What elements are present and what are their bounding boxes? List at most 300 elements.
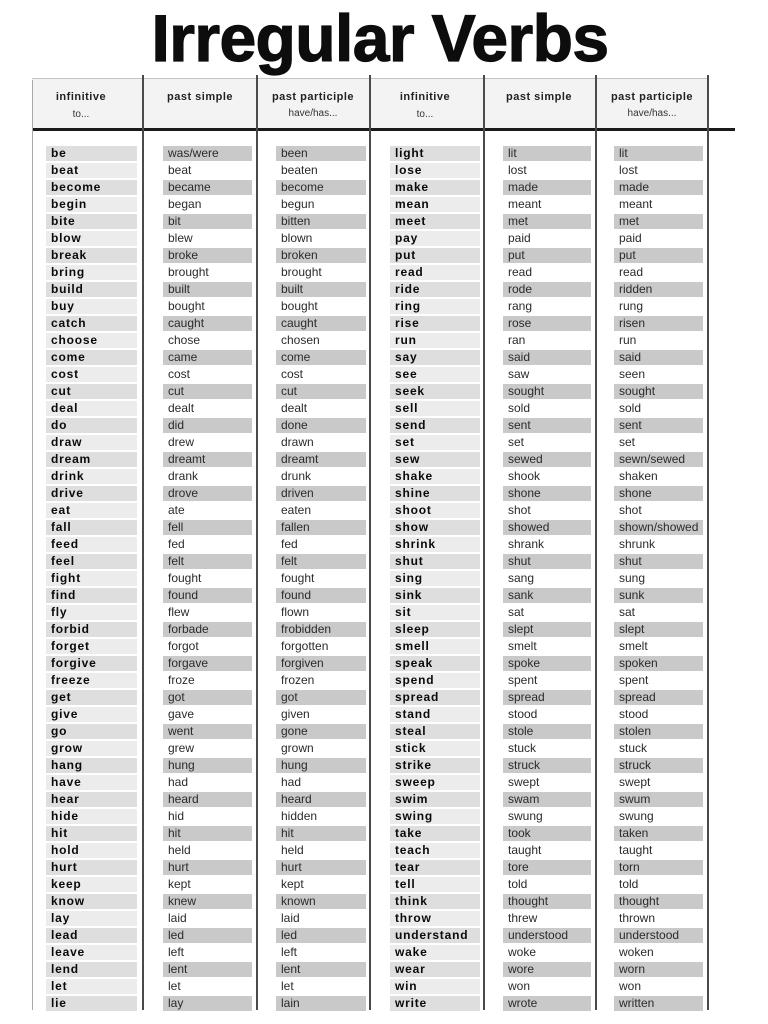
verb-row	[390, 928, 703, 943]
verb-row	[46, 741, 366, 756]
past-participle-cell: sat	[619, 605, 636, 619]
header-label: past simple	[166, 91, 234, 103]
infinitive-cell: grow	[46, 741, 137, 756]
past-participle-cell: bitten	[276, 214, 366, 229]
past-simple-cell: let	[168, 979, 181, 993]
header-past-participle-left	[258, 90, 368, 126]
verb-row	[390, 537, 703, 552]
past-simple-cell: flew	[168, 605, 190, 619]
verb-row	[390, 962, 703, 977]
verb-row	[46, 826, 366, 841]
infinitive-cell: bring	[46, 265, 137, 280]
verb-row	[46, 877, 366, 892]
infinitive-cell: rise	[390, 316, 480, 331]
infinitive-cell: think	[390, 894, 480, 909]
header-sublabel: have/has...	[627, 108, 677, 119]
verb-row	[46, 911, 366, 926]
infinitive-cell: eat	[46, 503, 137, 518]
past-simple-cell: lay	[163, 996, 252, 1011]
past-simple-cell: bit	[163, 214, 252, 229]
verb-row	[46, 299, 366, 314]
infinitive-cell: light	[390, 146, 480, 161]
infinitive-cell: let	[46, 979, 137, 994]
verb-row	[46, 367, 366, 382]
past-simple-cell: told	[508, 877, 528, 891]
past-simple-cell: cut	[163, 384, 252, 399]
infinitive-cell: begin	[46, 197, 137, 212]
infinitive-cell: hit	[46, 826, 137, 841]
past-participle-cell: sunk	[614, 588, 703, 603]
infinitive-cell: spread	[390, 690, 480, 705]
verb-row	[390, 877, 703, 892]
past-simple-cell: grew	[168, 741, 195, 755]
past-simple-cell: sang	[508, 571, 535, 585]
past-participle-cell: fought	[281, 571, 315, 585]
past-participle-cell: caught	[276, 316, 366, 331]
past-simple-cell: dreamt	[163, 452, 252, 467]
past-simple-cell: forbade	[163, 622, 252, 637]
verb-row	[46, 945, 366, 960]
verb-row	[390, 299, 703, 314]
past-participle-cell: dreamt	[276, 452, 366, 467]
verb-row	[390, 724, 703, 739]
verb-row	[390, 350, 703, 365]
past-simple-cell: woke	[508, 945, 537, 959]
past-simple-cell: took	[503, 826, 591, 841]
past-participle-cell: dealt	[281, 401, 308, 415]
past-participle-cell: laid	[281, 911, 300, 925]
verb-row	[46, 469, 366, 484]
past-participle-cell: begun	[281, 197, 315, 211]
past-participle-cell: shown/showed	[614, 520, 703, 535]
past-simple-cell: swam	[503, 792, 591, 807]
past-participle-cell: sought	[614, 384, 703, 399]
verb-row	[46, 775, 366, 790]
past-participle-cell: lain	[276, 996, 366, 1011]
past-simple-cell: drank	[168, 469, 199, 483]
past-simple-cell: stood	[508, 707, 538, 721]
past-participle-cell: got	[276, 690, 366, 705]
infinitive-cell: teach	[390, 843, 480, 858]
infinitive-cell: dream	[46, 452, 137, 467]
past-simple-cell: left	[168, 945, 185, 959]
past-simple-cell: became	[163, 180, 252, 195]
verb-row	[46, 996, 366, 1011]
past-participle-cell: heard	[276, 792, 366, 807]
verb-row	[390, 384, 703, 399]
past-participle-cell: taken	[614, 826, 703, 841]
infinitive-cell: forgive	[46, 656, 137, 671]
verb-row	[390, 469, 703, 484]
infinitive-cell: forget	[46, 639, 137, 654]
header-infinitive-left	[26, 90, 136, 126]
verb-row	[46, 401, 366, 416]
past-participle-cell: shaken	[619, 469, 658, 483]
past-participle-cell: blown	[281, 231, 313, 245]
verb-row	[46, 503, 366, 518]
past-participle-cell: struck	[614, 758, 703, 773]
infinitive-cell: get	[46, 690, 137, 705]
verb-row	[390, 741, 703, 756]
infinitive-cell: wear	[390, 962, 480, 977]
past-simple-cell: lent	[163, 962, 252, 977]
verb-row	[390, 656, 703, 671]
past-simple-cell: read	[508, 265, 533, 279]
past-simple-cell: gave	[168, 707, 195, 721]
past-participle-cell: stood	[619, 707, 649, 721]
past-participle-cell: torn	[614, 860, 703, 875]
past-participle-cell: seen	[619, 367, 646, 381]
past-simple-cell: cost	[168, 367, 191, 381]
past-simple-cell: shook	[508, 469, 541, 483]
infinitive-cell: sew	[390, 452, 480, 467]
verb-row	[46, 809, 366, 824]
header-infinitive-right	[370, 90, 480, 126]
infinitive-cell: cost	[46, 367, 137, 382]
infinitive-cell: tear	[390, 860, 480, 875]
past-participle-cell: sold	[619, 401, 642, 415]
infinitive-cell: win	[390, 979, 480, 994]
past-simple-cell: taught	[508, 843, 542, 857]
past-simple-cell: beat	[168, 163, 192, 177]
infinitive-cell: sell	[390, 401, 480, 416]
past-simple-cell: shrank	[508, 537, 545, 551]
infinitive-cell: bite	[46, 214, 137, 229]
past-participle-cell: forgotten	[281, 639, 329, 653]
past-simple-cell: fought	[168, 571, 202, 585]
header-past-participle-right	[597, 90, 707, 126]
verb-row	[390, 452, 703, 467]
infinitive-cell: speak	[390, 656, 480, 671]
infinitive-cell: do	[46, 418, 137, 433]
verb-row	[46, 622, 366, 637]
verb-row	[390, 605, 703, 620]
infinitive-cell: make	[390, 180, 480, 195]
infinitive-cell: cut	[46, 384, 137, 399]
infinitive-cell: fly	[46, 605, 137, 620]
infinitive-cell: write	[390, 996, 480, 1011]
past-simple-cell: did	[163, 418, 252, 433]
past-participle-cell: flown	[281, 605, 310, 619]
header-label: infinitive	[55, 91, 107, 103]
infinitive-cell: hear	[46, 792, 137, 807]
verb-row	[46, 707, 366, 722]
past-participle-cell: found	[276, 588, 366, 603]
past-simple-cell: won	[508, 979, 531, 993]
past-simple-cell: said	[503, 350, 591, 365]
past-participle-cell: been	[276, 146, 366, 161]
infinitive-cell: lie	[46, 996, 137, 1011]
verb-row	[46, 758, 366, 773]
past-simple-cell: sank	[503, 588, 591, 603]
past-participle-cell: kept	[281, 877, 304, 891]
past-participle-cell: sent	[614, 418, 703, 433]
infinitive-cell: sink	[390, 588, 480, 603]
infinitive-cell: set	[390, 435, 480, 450]
past-participle-cell: held	[281, 843, 304, 857]
past-participle-cell: fed	[281, 537, 298, 551]
past-participle-cell: felt	[276, 554, 366, 569]
verb-row	[390, 911, 703, 926]
past-simple-cell: rose	[503, 316, 591, 331]
verb-row	[390, 639, 703, 654]
infinitive-cell: mean	[390, 197, 480, 212]
past-participle-cell: risen	[614, 316, 703, 331]
past-simple-cell: put	[503, 248, 591, 263]
past-simple-cell: sat	[508, 605, 525, 619]
infinitive-cell: have	[46, 775, 137, 790]
past-participle-cell: driven	[276, 486, 366, 501]
verb-row	[390, 265, 703, 280]
past-participle-cell: had	[281, 775, 302, 789]
infinitive-cell: beat	[46, 163, 137, 178]
infinitive-cell: freeze	[46, 673, 137, 688]
past-participle-cell: shot	[619, 503, 642, 517]
past-simple-cell: lit	[503, 146, 591, 161]
past-simple-cell: kept	[168, 877, 191, 891]
infinitive-cell: swing	[390, 809, 480, 824]
verb-row	[46, 894, 366, 909]
past-participle-cell: brought	[281, 265, 322, 279]
past-simple-cell: laid	[168, 911, 187, 925]
verb-row	[390, 588, 703, 603]
past-simple-cell: sewed	[503, 452, 591, 467]
past-simple-cell: shone	[503, 486, 591, 501]
past-simple-cell: began	[168, 197, 202, 211]
verb-row	[46, 962, 366, 977]
past-participle-cell: spread	[614, 690, 703, 705]
past-participle-cell: shrunk	[619, 537, 656, 551]
infinitive-cell: meet	[390, 214, 480, 229]
infinitive-cell: become	[46, 180, 137, 195]
past-participle-cell: run	[619, 333, 637, 347]
verb-row	[390, 571, 703, 586]
verb-row	[390, 231, 703, 246]
past-participle-cell: beaten	[281, 163, 318, 177]
infinitive-cell: lead	[46, 928, 137, 943]
past-participle-cell: set	[619, 435, 636, 449]
header-label: past participle	[271, 91, 355, 103]
past-participle-cell: thrown	[619, 911, 656, 925]
header-label: past participle	[610, 91, 694, 103]
infinitive-cell: pay	[390, 231, 480, 246]
past-participle-cell: chosen	[281, 333, 320, 347]
past-participle-cell: cut	[276, 384, 366, 399]
infinitive-cell: read	[390, 265, 480, 280]
past-simple-cell: saw	[508, 367, 530, 381]
past-simple-cell: set	[508, 435, 525, 449]
verb-row	[46, 979, 366, 994]
verb-row	[390, 792, 703, 807]
verb-row	[390, 775, 703, 790]
past-simple-cell: spoke	[503, 656, 591, 671]
past-participle-cell: smelt	[619, 639, 648, 653]
verb-row	[390, 146, 703, 161]
verb-row	[390, 435, 703, 450]
past-participle-cell: frobidden	[276, 622, 366, 637]
past-simple-cell: drove	[163, 486, 252, 501]
infinitive-cell: lend	[46, 962, 137, 977]
verb-row	[46, 163, 366, 178]
infinitive-cell: lose	[390, 163, 480, 178]
header-sublabel: to...	[416, 109, 434, 120]
verb-row	[46, 537, 366, 552]
verb-row	[390, 197, 703, 212]
infinitive-cell: leave	[46, 945, 137, 960]
past-simple-cell: found	[163, 588, 252, 603]
past-participle-cell: put	[614, 248, 703, 263]
past-participle-cell: lost	[619, 163, 638, 177]
verb-row	[390, 826, 703, 841]
verb-row	[390, 554, 703, 569]
verb-row	[46, 435, 366, 450]
verb-row	[390, 401, 703, 416]
verb-row	[390, 758, 703, 773]
past-simple-cell: was/were	[163, 146, 252, 161]
header-label: past simple	[505, 91, 573, 103]
verb-row	[390, 180, 703, 195]
past-simple-cell: came	[163, 350, 252, 365]
infinitive-cell: seek	[390, 384, 480, 399]
infinitive-cell: hang	[46, 758, 137, 773]
verb-row	[390, 809, 703, 824]
past-simple-cell: forgave	[163, 656, 252, 671]
column-divider	[32, 80, 33, 1010]
past-simple-cell: felt	[163, 554, 252, 569]
verb-row	[46, 486, 366, 501]
verb-row	[46, 248, 366, 263]
infinitive-cell: sing	[390, 571, 480, 586]
infinitive-cell: spend	[390, 673, 480, 688]
past-participle-cell: thought	[614, 894, 703, 909]
infinitive-cell: drink	[46, 469, 137, 484]
infinitive-cell: smell	[390, 639, 480, 654]
verb-row	[46, 231, 366, 246]
verb-row	[46, 316, 366, 331]
infinitive-cell: break	[46, 248, 137, 263]
verb-row	[46, 928, 366, 943]
infinitive-cell: blow	[46, 231, 137, 246]
past-participle-cell: become	[276, 180, 366, 195]
infinitive-cell: see	[390, 367, 480, 382]
past-simple-cell: hit	[163, 826, 252, 841]
past-simple-cell: spent	[508, 673, 538, 687]
infinitive-cell: stand	[390, 707, 480, 722]
past-participle-cell: swung	[619, 809, 654, 823]
past-participle-cell: let	[281, 979, 294, 993]
past-simple-cell: sold	[508, 401, 531, 415]
verb-row	[46, 656, 366, 671]
past-participle-cell: stuck	[619, 741, 648, 755]
past-simple-cell: ran	[508, 333, 526, 347]
verb-row	[390, 860, 703, 875]
past-simple-cell: sent	[503, 418, 591, 433]
past-simple-cell: fell	[163, 520, 252, 535]
verb-row	[46, 180, 366, 195]
infinitive-cell: buy	[46, 299, 137, 314]
past-simple-cell: ate	[168, 503, 185, 517]
past-simple-cell: hung	[163, 758, 252, 773]
past-simple-cell: swung	[508, 809, 543, 823]
infinitive-cell: give	[46, 707, 137, 722]
infinitive-cell: understand	[390, 928, 480, 943]
past-participle-cell: rung	[619, 299, 644, 313]
past-participle-cell: stolen	[614, 724, 703, 739]
infinitive-cell: go	[46, 724, 137, 739]
verb-row	[390, 163, 703, 178]
infinitive-cell: fall	[46, 520, 137, 535]
infinitive-cell: lay	[46, 911, 137, 926]
past-simple-cell: chose	[168, 333, 201, 347]
infinitive-cell: know	[46, 894, 137, 909]
past-participle-cell: met	[614, 214, 703, 229]
past-simple-cell: smelt	[508, 639, 537, 653]
verb-row	[46, 588, 366, 603]
verb-row	[46, 571, 366, 586]
past-participle-cell: sung	[619, 571, 646, 585]
verb-row	[390, 248, 703, 263]
verb-row	[46, 690, 366, 705]
past-participle-cell: woken	[619, 945, 654, 959]
infinitive-cell: swim	[390, 792, 480, 807]
header-past-simple-left	[145, 90, 255, 126]
infinitive-cell: shine	[390, 486, 480, 501]
verb-row	[46, 843, 366, 858]
past-participle-cell: read	[619, 265, 644, 279]
verb-row	[46, 520, 366, 535]
page-title: Irregular Verbs	[151, 1, 609, 75]
past-participle-cell: cost	[281, 367, 304, 381]
infinitive-cell: feed	[46, 537, 137, 552]
column-divider	[707, 75, 709, 1010]
infinitive-cell: draw	[46, 435, 137, 450]
verb-row	[390, 707, 703, 722]
verb-row	[46, 860, 366, 875]
header-past-simple-right	[484, 90, 594, 126]
past-simple-cell: got	[163, 690, 252, 705]
past-participle-cell: sewn/sewed	[614, 452, 703, 467]
past-participle-cell: left	[281, 945, 298, 959]
verb-row	[46, 605, 366, 620]
infinitive-cell: sleep	[390, 622, 480, 637]
verb-row	[390, 333, 703, 348]
verb-row	[390, 673, 703, 688]
past-simple-cell: sought	[503, 384, 591, 399]
infinitive-cell: take	[390, 826, 480, 841]
past-simple-cell: held	[168, 843, 191, 857]
past-simple-cell: built	[163, 282, 252, 297]
past-participle-cell: paid	[619, 231, 642, 245]
past-simple-cell: stuck	[508, 741, 537, 755]
header-rule	[32, 128, 735, 131]
past-participle-cell: gone	[276, 724, 366, 739]
verb-row	[390, 214, 703, 229]
verb-row	[390, 418, 703, 433]
past-participle-cell: hurt	[276, 860, 366, 875]
past-participle-cell: forgiven	[276, 656, 366, 671]
verb-row	[46, 639, 366, 654]
past-simple-cell: had	[168, 775, 189, 789]
infinitive-cell: choose	[46, 333, 137, 348]
infinitive-cell: feel	[46, 554, 137, 569]
past-participle-cell: known	[276, 894, 366, 909]
verb-row	[390, 843, 703, 858]
infinitive-cell: shrink	[390, 537, 480, 552]
past-simple-cell: paid	[508, 231, 531, 245]
past-simple-cell: brought	[168, 265, 209, 279]
infinitive-cell: build	[46, 282, 137, 297]
past-simple-cell: drew	[168, 435, 195, 449]
